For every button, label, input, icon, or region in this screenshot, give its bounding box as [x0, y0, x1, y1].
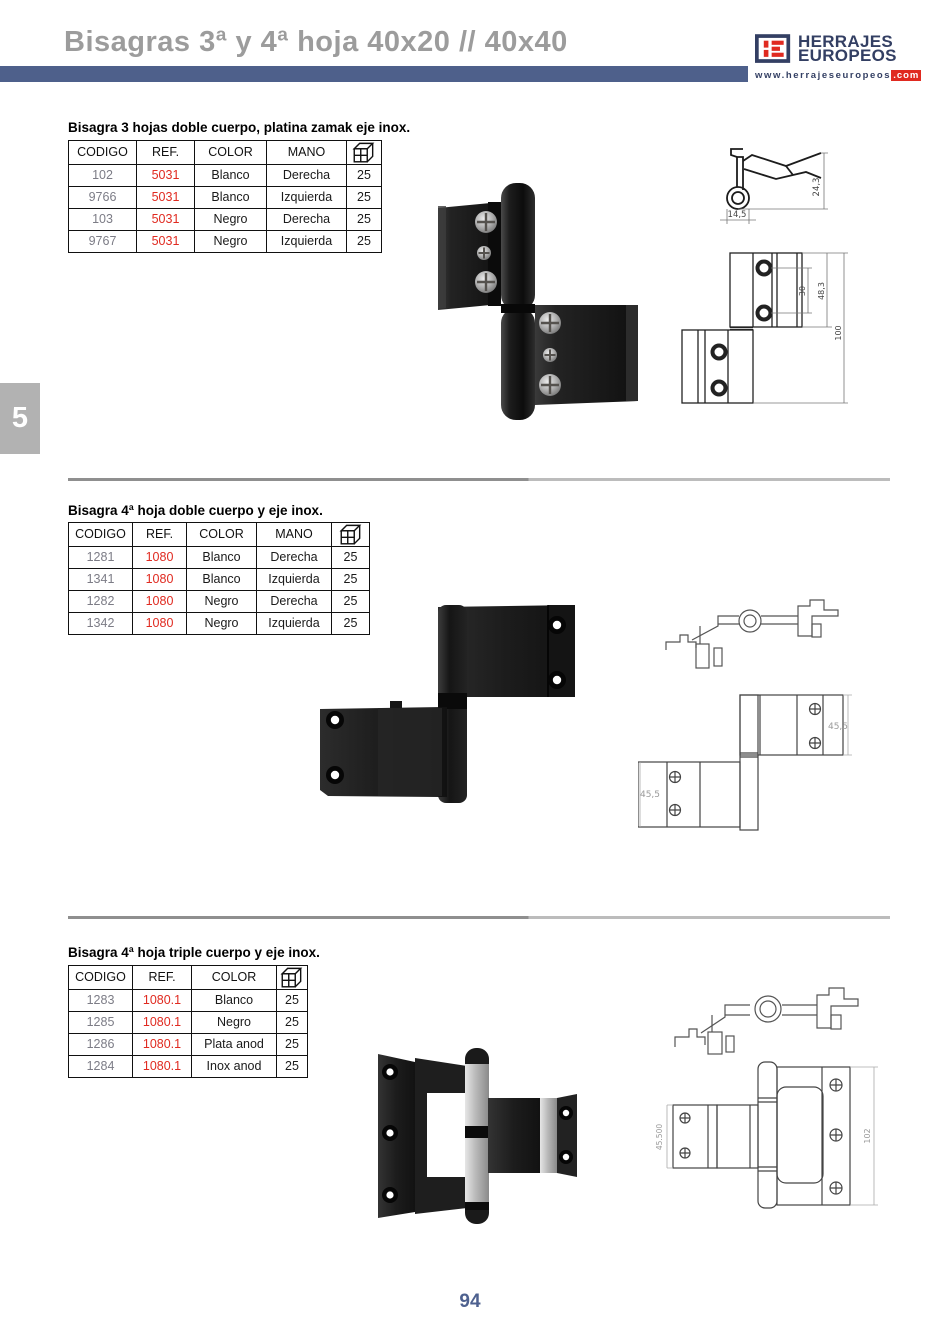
cell-qty: 25 [276, 1011, 307, 1033]
cell-mano: Derecha [256, 590, 331, 612]
col-header-codigo: CODIGO [77, 145, 128, 159]
cell-color: Blanco [186, 546, 256, 568]
technical-drawing-2 [638, 588, 920, 850]
website-tld-badge[interactable]: .com [893, 70, 920, 81]
cell-ref: 1080 [132, 546, 186, 568]
qty-column-header [276, 966, 307, 989]
table-row [69, 1033, 307, 1055]
cell-color: Blanco [194, 186, 266, 208]
table-row [69, 1055, 307, 1077]
cell-codigo: 103 [69, 208, 136, 230]
table-row [69, 186, 381, 208]
cell-color: Negro [194, 208, 266, 230]
table-row [69, 568, 369, 590]
cell-ref: 5031 [136, 186, 194, 208]
col-header-mano: MANO [256, 523, 331, 546]
cell-codigo: 1282 [69, 590, 132, 612]
website-link[interactable]: www.herrajeseuropeos [755, 70, 892, 81]
cell-qty: 25 [276, 1033, 307, 1055]
package-box-icon [338, 522, 364, 546]
dim-label: 14,5 [727, 210, 747, 220]
cell-ref: 1080 [132, 590, 186, 612]
cell-qty: 25 [346, 164, 381, 186]
cell-qty: 25 [346, 186, 381, 208]
cell-color: Blanco [194, 164, 266, 186]
chapter-tab: 5 [0, 383, 40, 454]
dim-label: 30 [798, 285, 807, 297]
col-header-mano: MANO [266, 141, 346, 164]
table-row [69, 208, 381, 230]
cell-color: Inox anod [191, 1055, 276, 1077]
cell-mano: Izquierda [266, 230, 346, 252]
col-header-ref: REF. [136, 141, 194, 164]
cell-codigo: 9766 [69, 186, 136, 208]
product-table-1 [68, 140, 382, 253]
technical-drawing-3 [630, 975, 920, 1240]
dim-label: 102 [863, 1128, 872, 1144]
product-photo-hinge-3-leaf [430, 158, 645, 443]
cell-color: Negro [186, 612, 256, 634]
cell-qty: 25 [331, 546, 369, 568]
cell-color: Blanco [191, 989, 276, 1011]
product-photo-hinge-triple-body [366, 1036, 591, 1276]
col-header-codigo: CODIGO [75, 527, 126, 541]
cell-ref: 5031 [136, 208, 194, 230]
qty-column-header [331, 523, 369, 546]
section-separator [68, 478, 890, 481]
cell-mano: Derecha [266, 164, 346, 186]
section-3-title: Bisagra 4ª hoja triple cuerpo y eje inox. [68, 945, 320, 960]
cell-ref: 5031 [136, 164, 194, 186]
cell-codigo: 1342 [69, 612, 132, 634]
table-row [69, 546, 369, 568]
col-header-color: COLOR [191, 966, 276, 989]
dim-label: 48,3 [817, 282, 826, 300]
table-row [69, 989, 307, 1011]
cell-qty: 25 [331, 590, 369, 612]
cell-ref: 1080.1 [132, 989, 191, 1011]
dim-label: 45,5 [639, 790, 661, 800]
cell-codigo: 1283 [69, 989, 132, 1011]
cell-ref: 5031 [136, 230, 194, 252]
cell-codigo: 1285 [69, 1011, 132, 1033]
cell-qty: 25 [346, 208, 381, 230]
section-2-title: Bisagra 4ª hoja doble cuerpo y eje inox. [68, 503, 323, 518]
page-title: Bisagras 3ª y 4ª hoja 40x20 // 40x40 [64, 26, 568, 58]
table-row [69, 164, 381, 186]
cell-codigo: 102 [69, 164, 136, 186]
cell-qty: 25 [331, 612, 369, 634]
page-number: 94 [459, 1291, 481, 1312]
cell-ref: 1080.1 [132, 1011, 191, 1033]
qty-column-header [346, 141, 381, 164]
company-logo [755, 32, 920, 81]
product-table-3 [68, 965, 308, 1078]
section-separator [68, 916, 890, 919]
cell-color: Blanco [186, 568, 256, 590]
cell-codigo: 1286 [69, 1033, 132, 1055]
cell-color: Negro [194, 230, 266, 252]
cell-mano: Izquierda [256, 568, 331, 590]
col-header-ref: REF. [132, 966, 191, 989]
header-rule [0, 66, 748, 82]
dim-label: 45.500 [655, 1123, 664, 1151]
col-header-ref: REF. [132, 523, 186, 546]
cell-mano: Izquierda [266, 186, 346, 208]
cell-ref: 1080.1 [132, 1033, 191, 1055]
cell-color: Negro [186, 590, 256, 612]
cell-mano: Derecha [266, 208, 346, 230]
cell-codigo: 1341 [69, 568, 132, 590]
technical-drawing-1 [640, 145, 870, 415]
dim-label: 45,5 [827, 722, 849, 732]
table-row [69, 230, 381, 252]
cell-codigo: 9767 [69, 230, 136, 252]
cell-ref: 1080.1 [132, 1055, 191, 1077]
cell-ref: 1080 [132, 568, 186, 590]
dim-label: 100 [834, 325, 843, 341]
package-box-icon [351, 140, 377, 164]
table-row [69, 1011, 307, 1033]
cell-mano: Derecha [256, 546, 331, 568]
logo-name-line1: HERRAJES [798, 32, 893, 51]
cell-qty: 25 [346, 230, 381, 252]
cell-qty: 25 [331, 568, 369, 590]
col-header-codigo: CODIGO [75, 970, 126, 984]
product-photo-hinge-4th-leaf [316, 597, 581, 809]
cell-qty: 25 [276, 989, 307, 1011]
section-1-title: Bisagra 3 hojas doble cuerpo, platina zamak eje inox. [68, 120, 411, 135]
col-header-color: COLOR [186, 523, 256, 546]
logo-name-line2: EUROPEOS [798, 46, 897, 65]
cell-codigo: 1281 [69, 546, 132, 568]
logo-monogram-icon [755, 34, 792, 64]
dim-label: 24,3 [812, 177, 822, 197]
cell-ref: 1080 [132, 612, 186, 634]
col-header-color: COLOR [194, 141, 266, 164]
cell-codigo: 1284 [69, 1055, 132, 1077]
cell-mano: Izquierda [256, 612, 331, 634]
cell-color: Plata anod [191, 1033, 276, 1055]
cell-color: Negro [191, 1011, 276, 1033]
cell-qty: 25 [276, 1055, 307, 1077]
package-box-icon [279, 965, 305, 989]
